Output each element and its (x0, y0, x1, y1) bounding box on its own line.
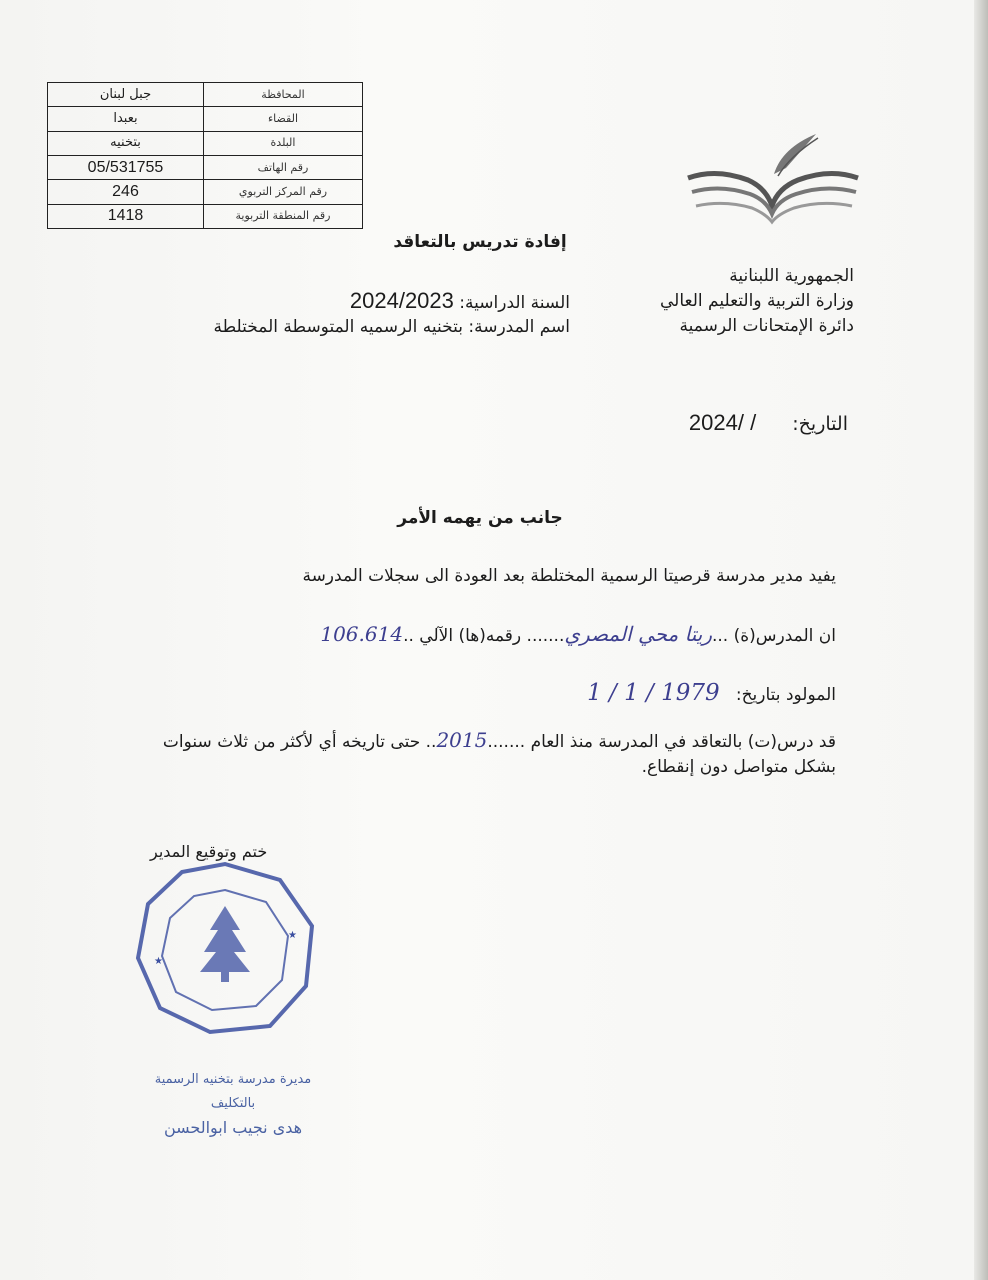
principal-note-line-2: بالتكليف (210, 1096, 256, 1111)
department-text: دائرة الإمتحانات الرسمية (679, 316, 854, 336)
table-value: جبل لبنان (48, 83, 204, 107)
svg-text:★: ★ (154, 956, 163, 967)
paper-edge-shadow (974, 0, 988, 1280)
table-row (48, 204, 363, 228)
teacher-line (320, 622, 836, 646)
school-name-line (213, 317, 570, 337)
table-label: المحافظة (204, 83, 363, 107)
academic-year-label: السنة الدراسية: (459, 293, 570, 313)
dob-handwritten: 1979 / 1 / 1 (587, 680, 720, 706)
date-line (689, 410, 848, 436)
table-row (48, 83, 363, 107)
table-value: 1418 (48, 204, 204, 228)
taught-year-handwritten: 2015 (436, 728, 488, 752)
principal-note-line-1: مديرة مدرسة بتخنيه الرسمية (154, 1072, 312, 1087)
academic-year-value: 2024/2023 (349, 288, 454, 313)
table-value: بعبدا (48, 107, 204, 131)
book-pen-logo-icon (686, 130, 862, 226)
school-value: بتخنيه الرسميه المتوسطة المختلطة (213, 317, 463, 337)
principal-note (128, 1068, 338, 1140)
taught-suffix: .. حتى تاريخه أي لأكثر من ثلاث سنوات بشكل متواصل دون إنقطاع. (162, 732, 836, 777)
taught-paragraph (130, 728, 836, 780)
table-label: البلدة (204, 131, 363, 155)
teacher-name-handwritten: ريتا محي المصري (564, 622, 712, 646)
document-title: إفادة تدريس بالتعاقد (393, 232, 567, 252)
table-value: 246 (48, 180, 204, 204)
table-value: بتخنيه (48, 131, 204, 155)
table-row (48, 155, 363, 179)
school-info-table (47, 82, 363, 229)
table-row (48, 131, 363, 155)
svg-text:★: ★ (288, 930, 297, 941)
addressee-heading: جانب من يهمه الأمر (397, 508, 563, 528)
table-label: القضاء (204, 107, 363, 131)
principal-name: هدى نجيب ابوالحسن (163, 1118, 303, 1137)
dob-label: المولود بتاريخ: (735, 685, 836, 705)
ministry-text: وزارة التربية والتعليم العالي (659, 291, 854, 311)
table-label: رقم المنطقة التربوية (204, 204, 363, 228)
table-row (48, 180, 363, 204)
body-line-1: يفيد مدير مدرسة قرصيتا الرسمية المختلطة بعد العودة الى سجلات المدرسة (302, 566, 836, 586)
date-value: / /2024 (688, 410, 757, 435)
signature-label: ختم وتوقيع المدير (150, 842, 268, 861)
date-label: التاريخ: (792, 413, 848, 435)
academic-year-line (350, 288, 570, 314)
table-row (48, 107, 363, 131)
school-stamp-icon (130, 858, 320, 1038)
teacher-mid: ....... رقمه(ها) الآلي .. (403, 626, 565, 646)
table-label: رقم المركز التربوي (204, 180, 363, 204)
dob-line (587, 680, 836, 706)
republic-text: الجمهورية اللبنانية (729, 266, 854, 286)
taught-prefix: قد درس(ت) بالتعاقد في المدرسة منذ العام ....... (487, 732, 836, 752)
school-label: اسم المدرسة: (468, 317, 570, 337)
ministry-header (660, 264, 854, 339)
table-value: 05/531755 (48, 155, 204, 179)
table-label: رقم الهاتف (204, 155, 363, 179)
teacher-prefix: ان المدرس(ة) ... (711, 626, 836, 646)
teacher-number-handwritten: 106.614 (320, 622, 404, 646)
